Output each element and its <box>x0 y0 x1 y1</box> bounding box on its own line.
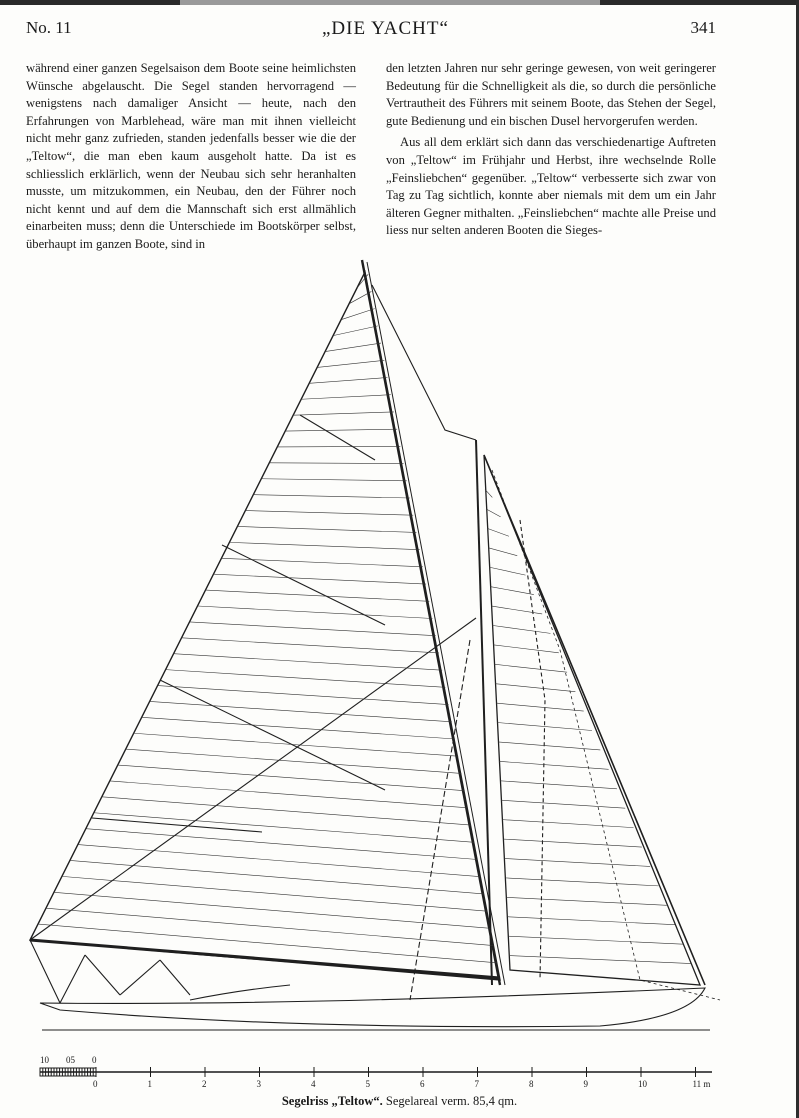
jib-seam <box>486 509 501 517</box>
jib-seam <box>501 800 625 808</box>
mainsail-seam <box>46 908 494 945</box>
mainsail-seam <box>221 558 422 567</box>
scale-label: 7 <box>474 1079 479 1089</box>
scale-bar <box>30 1050 730 1090</box>
sail-plan-drawing <box>0 250 799 1050</box>
jib-seam <box>499 761 609 769</box>
page-header <box>26 18 716 44</box>
mainsail-seam <box>174 654 443 670</box>
scale-label: 5 <box>365 1079 370 1089</box>
mainsail-seam <box>293 412 394 415</box>
mainsail-seam <box>277 446 400 447</box>
scale-label: 1 <box>147 1079 152 1089</box>
page-number: 341 <box>690 18 716 37</box>
mainsail-seam <box>301 395 391 400</box>
jib-seam <box>491 606 542 614</box>
scale-label: 0 <box>93 1079 98 1089</box>
jib-seam <box>504 858 650 866</box>
mainsail-seam <box>198 606 433 619</box>
caption-title: Segelriss „Teltow“. <box>281 1094 383 1108</box>
mainsail-seam <box>142 717 455 739</box>
mainsail-seam <box>158 686 449 705</box>
mainsail-seam <box>94 813 474 843</box>
jib-seam <box>506 897 667 905</box>
mainsail-seam <box>182 638 439 653</box>
scale-label: 2 <box>202 1079 207 1089</box>
paragraph: während einer ganzen Segelsaison dem Boote seine heimlichsten Wünsche abgelauscht. Die Segel standen hervorragend — wenigstens nach damaliger Ansicht — heute, nach den Erfahrungen von Marblehead, wäre man mit ihnen vielleicht nicht mehr ganz zufrieden, standen jedenfalls besser wie die der „Teltow“, die man eben kaum ausgeholt hatte. Da ist es schliesslich erklärlich, wenn der Neubau sich sehr heranhalten musste, um mitzukommen, ein Neubau, den der Führer noch nicht kennt und auf dem die Mannschaft sich erst allmählich einarbeiten muss; denn die Unterschiede im Bootskörper selbst, überhaupt im ganzen Boote, sind in <box>26 61 356 251</box>
jib-seam <box>505 878 658 886</box>
mainsail-seam <box>166 670 446 688</box>
mainsail-seam <box>229 542 419 549</box>
jib-seam <box>509 956 692 964</box>
jib-seam <box>490 587 534 595</box>
jib-seam <box>507 917 675 925</box>
jib-seam <box>492 625 550 633</box>
scale-label: 6 <box>420 1079 425 1089</box>
hull-outline <box>40 988 705 1027</box>
scale-label: 8 <box>529 1079 534 1089</box>
mainsail-seam <box>317 360 384 367</box>
figure-caption <box>0 1094 799 1109</box>
mainsail-seam <box>333 326 378 336</box>
scale-label: 11 m <box>692 1079 711 1089</box>
caption-text: Segelareal verm. 85,4 qm. <box>385 1094 518 1108</box>
forestay <box>484 455 705 985</box>
jib-seam <box>494 664 567 672</box>
jib-seam <box>508 936 683 944</box>
mainsail-seam <box>86 829 478 860</box>
mainsail-seam <box>325 343 381 351</box>
jib-seam <box>503 839 642 847</box>
jib-seam <box>487 528 509 536</box>
mainsail-seam <box>110 781 468 808</box>
mainsail-seam <box>78 845 481 877</box>
scale-label: 3 <box>256 1079 261 1089</box>
scale-label: 10 <box>638 1079 647 1089</box>
mainsail-seam <box>237 526 416 532</box>
mainsail-seam <box>190 622 436 636</box>
scale-left-label: 0 <box>92 1055 97 1065</box>
mainsail-seam <box>118 765 465 791</box>
scale-label: 9 <box>583 1079 588 1089</box>
mainsail-seam <box>134 733 459 756</box>
scale-left-label: 10 <box>40 1055 49 1065</box>
jib-seam <box>495 684 575 692</box>
mainsail-seam <box>253 495 410 498</box>
mainsail-seam <box>309 378 387 384</box>
scale-left-label: 05 <box>66 1055 75 1065</box>
mainsail-seam <box>70 860 484 893</box>
mainsail-seam <box>213 574 426 584</box>
jib-seam <box>489 567 526 575</box>
text-column-right <box>386 60 716 240</box>
scan-border-light <box>180 0 600 5</box>
mainsail-seam <box>285 429 397 431</box>
mainsail-seam <box>150 701 452 721</box>
issue-number: No. 11 <box>26 18 72 37</box>
mainsail-seam <box>261 479 406 481</box>
text-column-left <box>26 60 356 254</box>
paragraph: den letzten Jahren nur sehr geringe gewesen, von weit geringerer Bedeutung für die Schnelligkeit als die, so durch die persönliche Vertrautheit des Führers mit seinem Boote, das Stehen der Segel, gute Bedienung und ein bischen Dusel hervorgerufen werden. <box>386 61 716 128</box>
jib-seam <box>500 781 617 789</box>
mainsail-seam <box>102 797 471 825</box>
jib-seam <box>496 703 584 711</box>
mainsail-seam <box>38 924 497 963</box>
mainsail-seam <box>62 876 487 911</box>
jib-seam <box>493 645 559 653</box>
paragraph: Aus all dem erklärt sich dann das verschiedenartige Auftreten von „Teltow“ im Frühjahr und Herbst, ihre wechselnde Rolle „Feinsliebchen“ gegenüber. „Teltow“ verbesserte sich zwar von Tag zu Tag sichtlich, konnte aber niemals mit dem um ein Jahr älteren Gegner mithalten. „Feinsliebchen“ machte alle Preise und liess nur selten anderen Booten die Sieges- <box>386 135 716 238</box>
scale-label: 4 <box>311 1079 316 1089</box>
mainsail-seam <box>269 463 403 464</box>
journal-title: „DIE YACHT“ <box>322 18 449 39</box>
jib-seam <box>498 742 600 750</box>
jib-seam <box>488 548 517 556</box>
jib-seam <box>502 820 634 828</box>
backstay <box>30 618 476 940</box>
mainsail-seam <box>245 511 413 516</box>
